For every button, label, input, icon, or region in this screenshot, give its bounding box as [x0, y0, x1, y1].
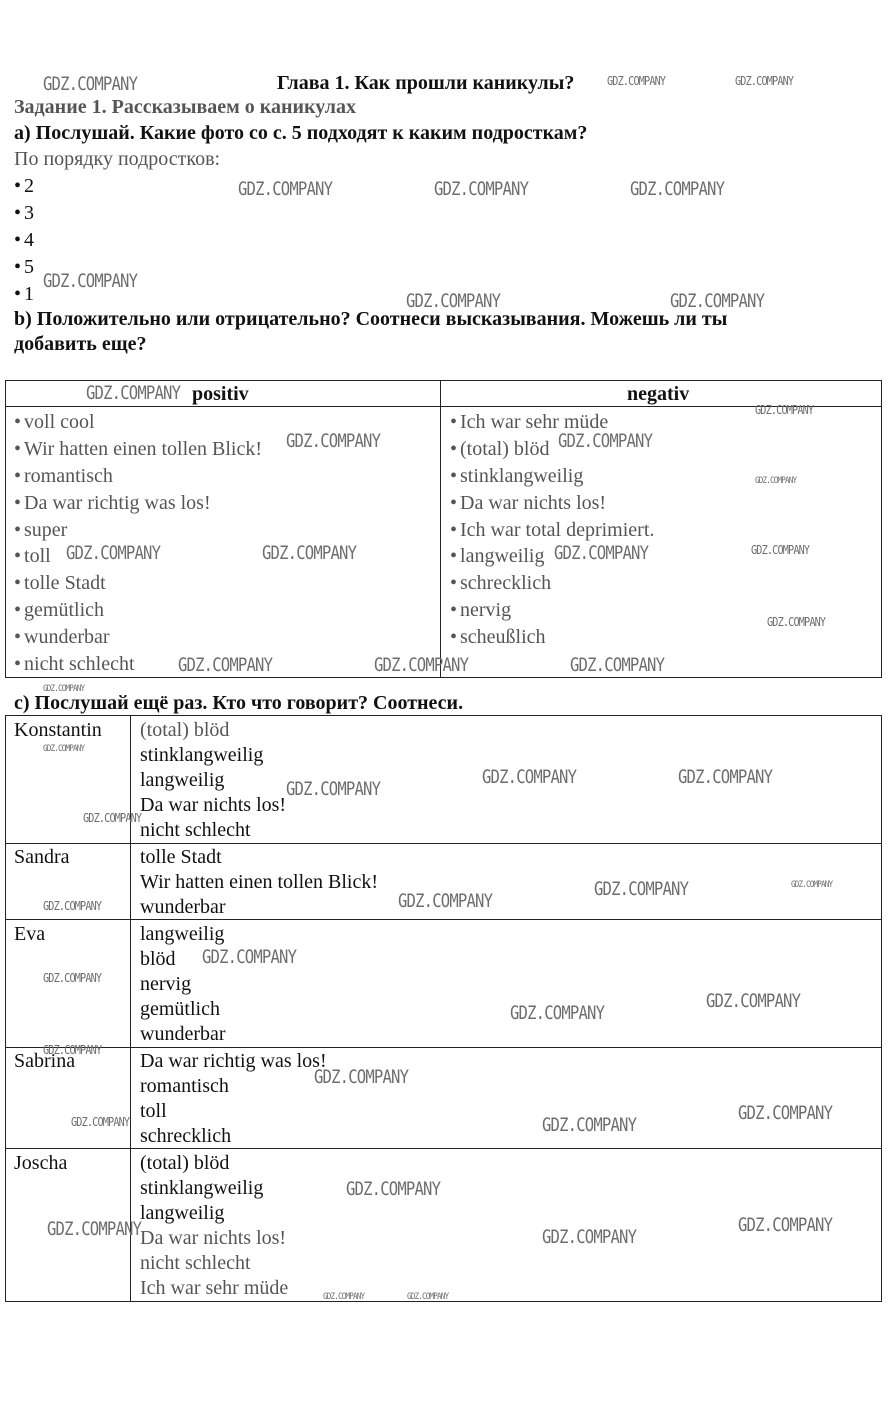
watermark: GDZ.COMPANY: [670, 290, 765, 312]
watermark: GDZ.COMPANY: [570, 654, 665, 676]
watermark: GDZ.COMPANY: [678, 766, 773, 788]
watermark: GDZ.COMPANY: [86, 382, 181, 404]
watermark: GDZ.COMPANY: [66, 542, 161, 564]
positive-item: • Wir hatten einen tollen Blick!: [14, 438, 262, 461]
part-a-intro: По порядку подростков:: [14, 148, 221, 170]
watermark: GDZ.COMPANY: [202, 946, 297, 968]
watermark: GDZ.COMPANY: [314, 1066, 409, 1088]
row-divider: [5, 919, 882, 920]
phrase: langweilig: [140, 1202, 225, 1224]
positive-item: • tolle Stadt: [14, 572, 106, 595]
negative-item: • (total) blöd: [450, 438, 549, 461]
positive-item: • gemütlich: [14, 599, 104, 622]
watermark: GDZ.COMPANY: [751, 543, 810, 557]
teen-name: Sandra: [14, 846, 70, 868]
phrase: stinklangweilig: [140, 1177, 264, 1199]
watermark: GDZ.COMPANY: [558, 430, 653, 452]
watermark: GDZ.COMPANY: [286, 778, 381, 800]
phrase: Da war nichts los!: [140, 1227, 287, 1249]
watermark: GDZ.COMPANY: [83, 811, 142, 825]
watermark: GDZ.COMPANY: [43, 1043, 102, 1057]
phrase: nervig: [140, 973, 192, 995]
negative-item: • Ich war sehr müde: [450, 411, 608, 434]
watermark: GDZ.COMPANY: [398, 890, 493, 912]
watermark: GDZ.COMPANY: [323, 1292, 365, 1302]
table-border-top: [5, 715, 882, 716]
list-item: • 1: [14, 283, 34, 306]
watermark: GDZ.COMPANY: [706, 990, 801, 1012]
list-item: • 2: [14, 175, 34, 198]
negative-item: • nervig: [450, 599, 511, 622]
table-column-divider: [440, 380, 441, 678]
watermark: GDZ.COMPANY: [738, 1102, 833, 1124]
row-divider: [5, 843, 882, 844]
positive-item: • voll cool: [14, 411, 95, 434]
table-border-left: [5, 715, 6, 1302]
watermark: GDZ.COMPANY: [630, 178, 725, 200]
positive-item: • nicht schlecht: [14, 653, 135, 676]
phrase: (total) blöd: [140, 719, 230, 741]
negative-item: • scheußlich: [450, 626, 546, 649]
phrase: langweilig: [140, 923, 225, 945]
row-divider: [5, 1148, 882, 1149]
chapter-title: Глава 1. Как прошли каникулы?: [277, 72, 575, 94]
negative-item: • langweilig: [450, 545, 544, 568]
watermark: GDZ.COMPANY: [542, 1226, 637, 1248]
phrase: wunderbar: [140, 1023, 226, 1045]
watermark: GDZ.COMPANY: [71, 1115, 130, 1129]
watermark: GDZ.COMPANY: [510, 1002, 605, 1024]
teen-name: Sabrina: [14, 1050, 76, 1072]
negative-item: • schrecklich: [450, 572, 551, 595]
watermark: GDZ.COMPANY: [791, 880, 833, 890]
table-border-right: [881, 380, 882, 678]
watermark: GDZ.COMPANY: [407, 1292, 449, 1302]
positive-item: • toll: [14, 545, 51, 568]
watermark: GDZ.COMPANY: [755, 476, 797, 486]
watermark: GDZ.COMPANY: [47, 1218, 142, 1240]
watermark: GDZ.COMPANY: [542, 1114, 637, 1136]
task-title: Задание 1. Рассказываем о каникулах: [14, 96, 356, 118]
table-border-right: [881, 715, 882, 1302]
column-header-negative: negativ: [627, 383, 690, 405]
watermark: GDZ.COMPANY: [262, 542, 357, 564]
list-item: • 3: [14, 202, 34, 225]
list-item: • 4: [14, 229, 34, 252]
phrase: wunderbar: [140, 896, 226, 918]
watermark: GDZ.COMPANY: [43, 744, 85, 754]
teen-name: Konstantin: [14, 719, 102, 741]
phrase: (total) blöd: [140, 1152, 230, 1174]
table-header-divider: [5, 406, 882, 407]
phrase: Wir hatten einen tollen Blick!: [140, 871, 379, 893]
watermark: GDZ.COMPANY: [43, 899, 102, 913]
negative-item: • Da war nichts los!: [450, 492, 606, 515]
teen-name: Joscha: [14, 1152, 68, 1174]
phrase: Da war nichts los!: [140, 794, 287, 816]
positive-item: • super: [14, 519, 67, 542]
table-column-divider: [130, 715, 131, 1302]
part-b-heading-line2: добавить еще?: [14, 333, 147, 355]
phrase: langweilig: [140, 769, 225, 791]
phrase: stinklangweilig: [140, 744, 264, 766]
watermark: GDZ.COMPANY: [43, 684, 85, 694]
positive-item: • wunderbar: [14, 626, 110, 649]
positive-item: • romantisch: [14, 465, 113, 488]
part-b-heading-line1: b) Положительно или отрицательно? Соотнеси высказывания. Можешь ли ты: [14, 308, 728, 330]
row-divider: [5, 1047, 882, 1048]
phrase: Ich war sehr müde: [140, 1277, 289, 1299]
part-c-heading: c) Послушай ещё раз. Кто что говорит? Соотнеси.: [14, 692, 464, 714]
column-header-positive: positiv: [192, 383, 249, 405]
phrase: nicht schlecht: [140, 1252, 251, 1274]
phrase: tolle Stadt: [140, 846, 222, 868]
phrase: blöd: [140, 948, 176, 970]
watermark: GDZ.COMPANY: [735, 74, 794, 88]
table-border-bottom: [5, 677, 882, 678]
table-border-left: [5, 380, 6, 678]
teen-name: Eva: [14, 923, 46, 945]
phrase: nicht schlecht: [140, 819, 251, 841]
watermark: GDZ.COMPANY: [43, 971, 102, 985]
watermark: GDZ.COMPANY: [238, 178, 333, 200]
table-border-top: [5, 380, 882, 381]
watermark: GDZ.COMPANY: [286, 430, 381, 452]
watermark: GDZ.COMPANY: [594, 878, 689, 900]
watermark: GDZ.COMPANY: [43, 270, 138, 292]
phrase: gemütlich: [140, 998, 220, 1020]
watermark: GDZ.COMPANY: [374, 654, 469, 676]
watermark: GDZ.COMPANY: [554, 542, 649, 564]
watermark: GDZ.COMPANY: [767, 615, 826, 629]
watermark: GDZ.COMPANY: [434, 178, 529, 200]
phrase: romantisch: [140, 1075, 229, 1097]
phrase: Da war richtig was los!: [140, 1050, 327, 1072]
watermark: GDZ.COMPANY: [406, 290, 501, 312]
negative-item: • Ich war total deprimiert.: [450, 519, 654, 542]
positive-item: • Da war richtig was los!: [14, 492, 211, 515]
phrase: schrecklich: [140, 1125, 232, 1147]
phrase: toll: [140, 1100, 167, 1122]
list-item: • 5: [14, 256, 34, 279]
watermark: GDZ.COMPANY: [607, 74, 666, 88]
watermark: GDZ.COMPANY: [738, 1214, 833, 1236]
negative-item: • stinklangweilig: [450, 465, 583, 488]
watermark: GDZ.COMPANY: [755, 403, 814, 417]
part-a-heading: a) Послушай. Какие фото со с. 5 подходят к каким подросткам?: [14, 122, 588, 144]
watermark: GDZ.COMPANY: [178, 654, 273, 676]
watermark: GDZ.COMPANY: [346, 1178, 441, 1200]
watermark: GDZ.COMPANY: [482, 766, 577, 788]
watermark: GDZ.COMPANY: [43, 73, 138, 95]
